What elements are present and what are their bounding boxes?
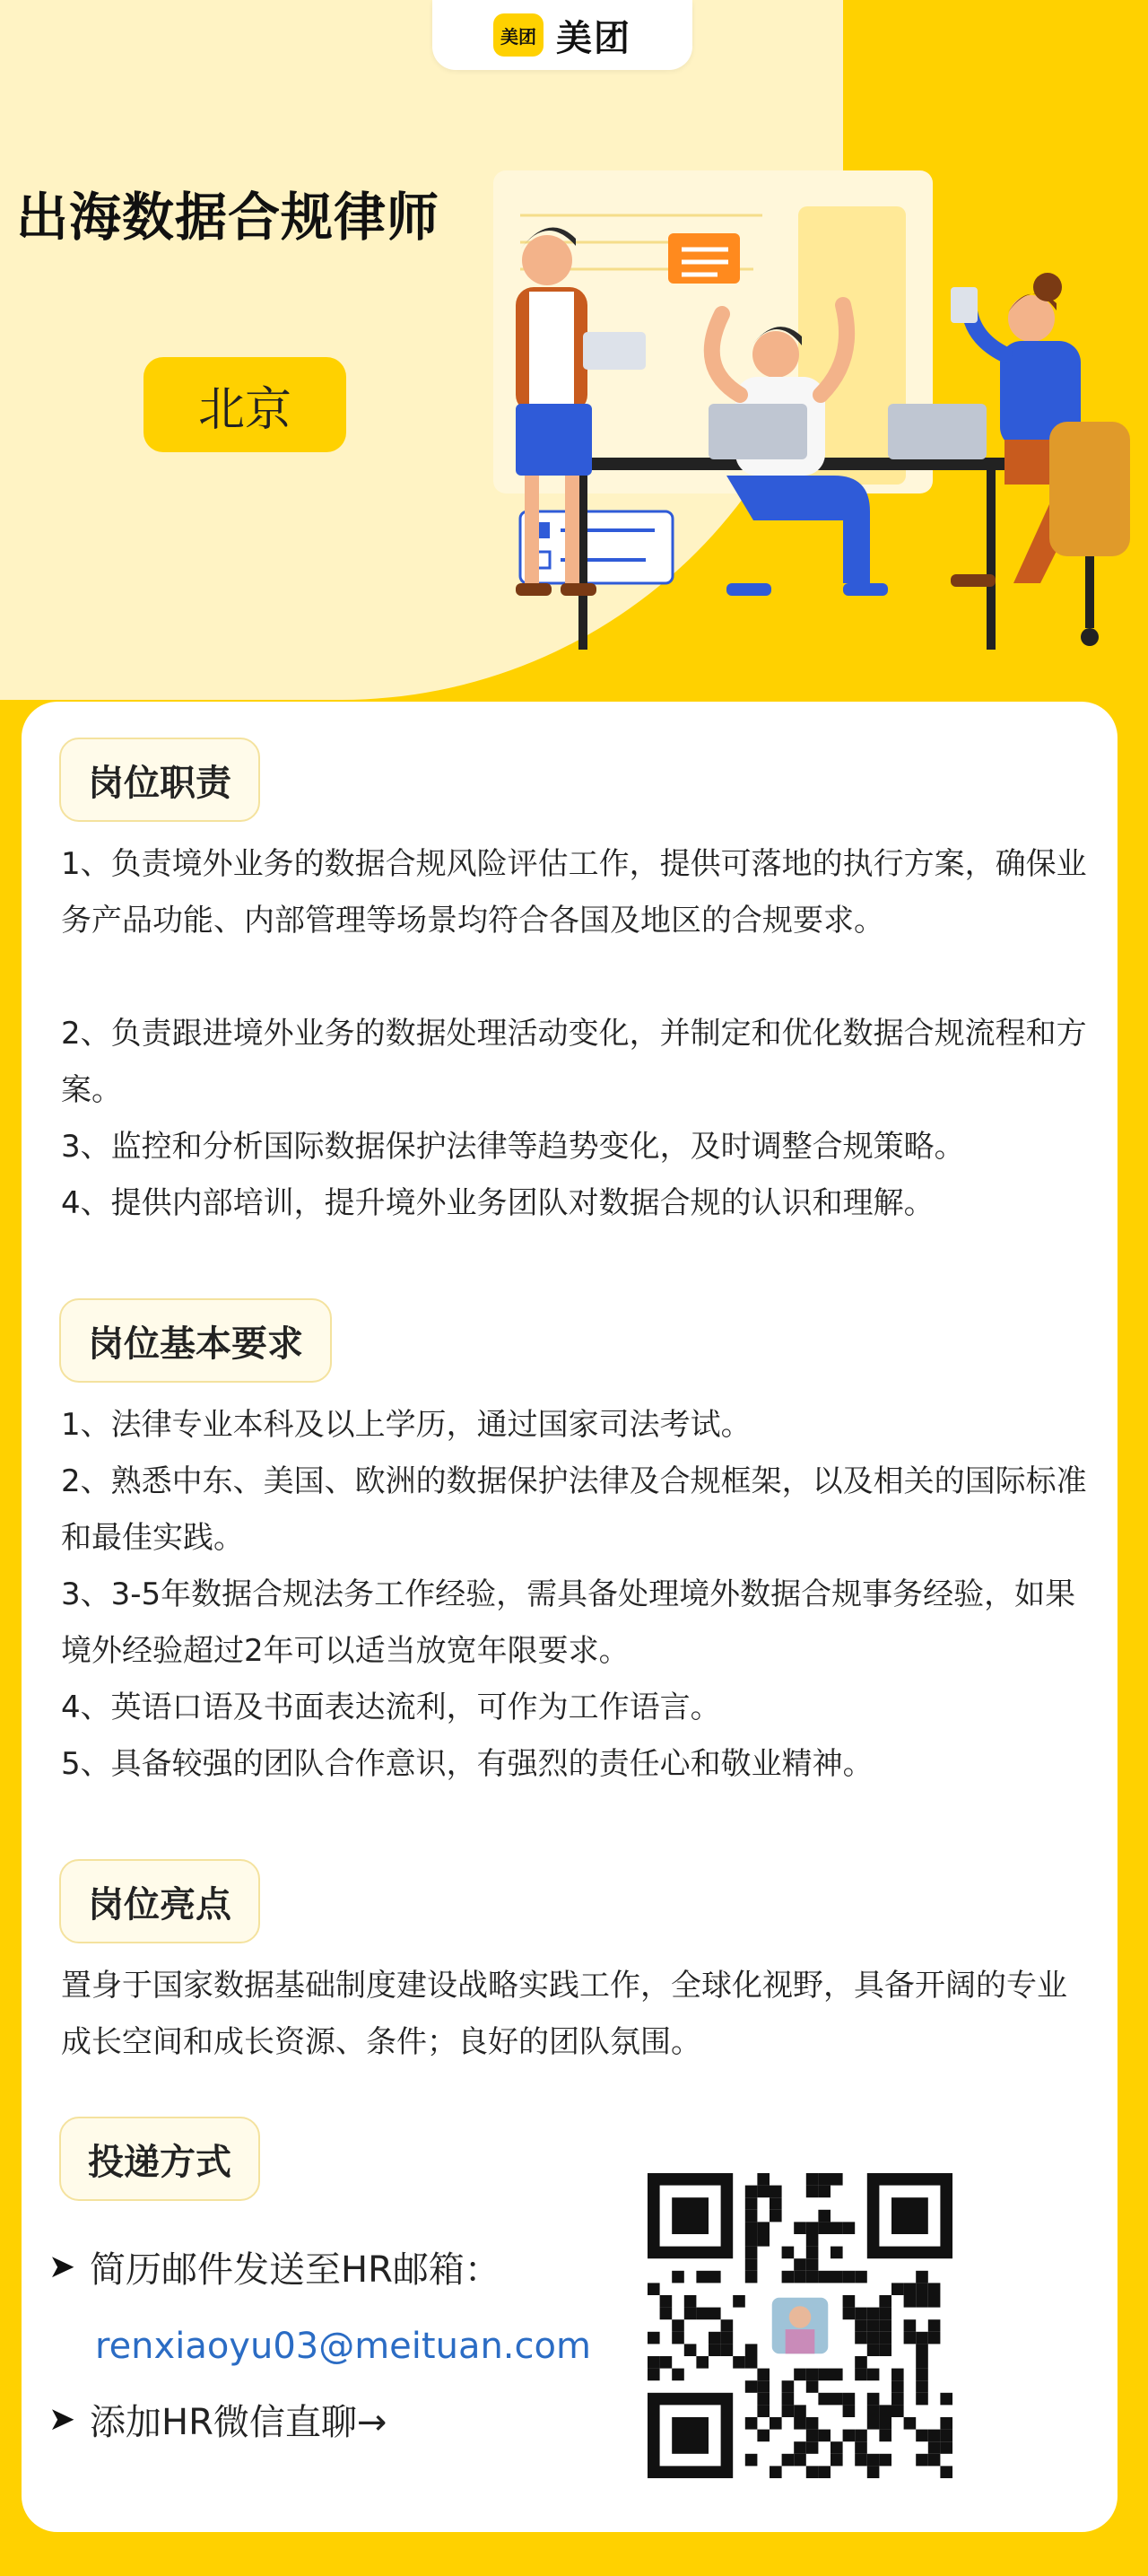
arrow-right-icon: ➤ (48, 2401, 76, 2438)
duty-item: 2、负责跟进境外业务的数据处理活动变化，并制定和优化数据合规流程和方案。 (61, 1016, 1087, 1108)
job-title: 出海数据合规律师 (16, 187, 440, 248)
wechat-label: 添加HR微信直聊→ (90, 2402, 387, 2443)
requirement-item: 3、3-5年数据合规法务工作经验，需具备处理境外数据合规事务经验，如果境外经验超过2年可以适当放宽年限要求。 (61, 1576, 1076, 1669)
highlights-text: 置身于国家数据基础制度建设战略实践工作，全球化视野，具备开阔的专业成长空间和成长资源、条件；良好的团队氛围。 (61, 1968, 1067, 2060)
job-details-card (22, 702, 1118, 2532)
brand-name: 美团 (556, 17, 631, 59)
hr-avatar-icon (763, 2289, 837, 2362)
duty-item: 1、负责境外业务的数据合规风险评估工作，提供可落地的执行方案，确保业务产品功能、内部管理等场景均符合各国及地区的合规要求。 (61, 846, 1087, 939)
requirement-item: 2、熟悉中东、美国、欧洲的数据保护法律及合规框架，以及相关的国际标准和最佳实践。 (61, 1463, 1087, 1556)
requirements-heading: 岗位基本要求 (59, 1298, 332, 1383)
highlights-heading: 岗位亮点 (59, 1859, 260, 1943)
duty-item: 3、监控和分析国际数据保护法律等趋势变化，及时调整合规策略。 (61, 1129, 965, 1165)
apply-heading: 投递方式 (59, 2117, 260, 2201)
hr-email-link[interactable]: renxiaoyu03@meituan.com (95, 2326, 591, 2367)
requirement-item: 1、法律专业本科及以上学历，通过国家司法考试。 (61, 1407, 752, 1443)
duty-item: 4、提供内部培训，提升境外业务团队对数据合规的认识和理解。 (61, 1185, 935, 1221)
requirement-item: 5、具备较强的团队合作意识，有强烈的责任心和敬业精神。 (61, 1746, 874, 1782)
meituan-logo-icon: 美团 (493, 13, 544, 57)
email-label: 简历邮件发送至HR邮箱： (90, 2249, 500, 2291)
wechat-instruction (48, 2394, 387, 2445)
brand-header (432, 0, 692, 70)
email-instruction (48, 2241, 500, 2292)
location-badge: 北京 (144, 357, 346, 452)
requirement-item: 4、英语口语及书面表达流利，可作为工作语言。 (61, 1690, 721, 1725)
wechat-qr-code[interactable] (648, 2173, 952, 2478)
duties-heading: 岗位职责 (59, 738, 260, 822)
arrow-right-icon: ➤ (48, 2249, 76, 2285)
hero-banner (0, 0, 1148, 736)
team-meeting-illustration (466, 153, 1148, 691)
